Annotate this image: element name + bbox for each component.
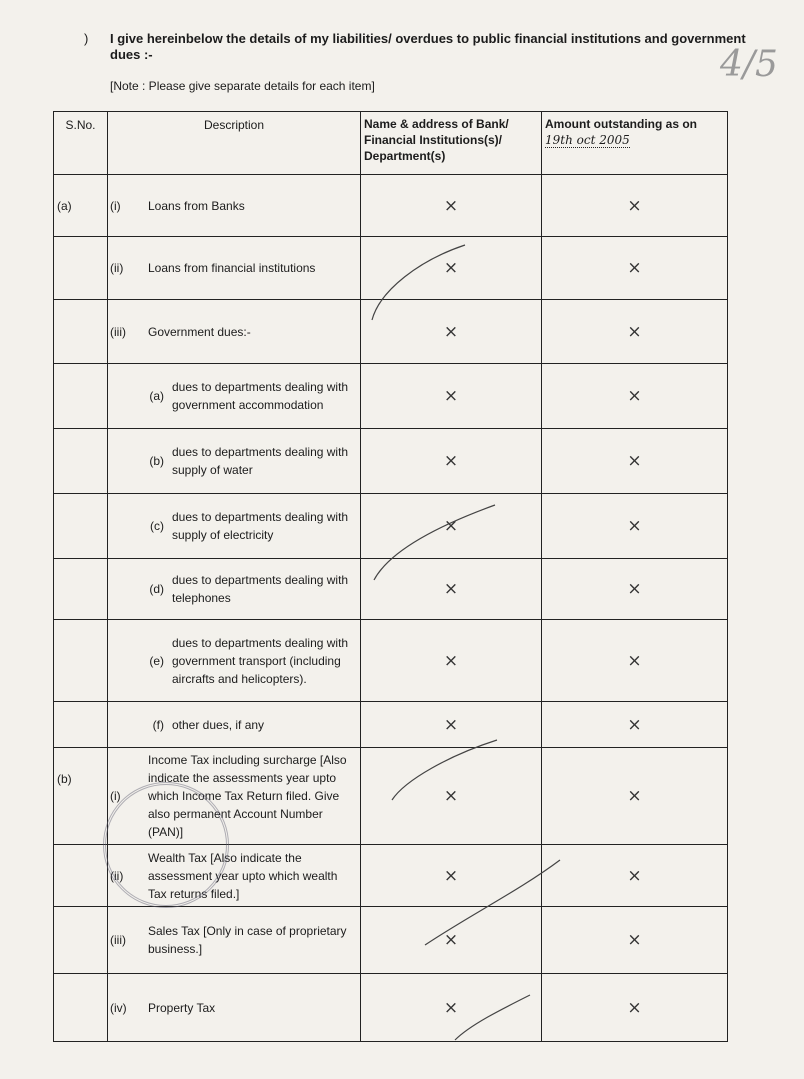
amount-cross-mark: × — [542, 748, 728, 845]
amount-cross-mark: × — [542, 494, 728, 559]
description-text: Income Tax including surcharge [Also indicate the assessments year upto which Income Tax Return filed. Give also permanent Account Number (PAN)] — [148, 753, 347, 839]
bank-cross-mark: × — [361, 364, 542, 429]
bank-cross-mark: × — [361, 974, 542, 1042]
description-text: other dues, if any — [172, 717, 265, 732]
description-text: Sales Tax [Only in case of proprietary business.] — [148, 924, 347, 956]
amount-cross-mark: × — [542, 559, 728, 620]
description-text: dues to departments dealing with supply of electricity — [172, 510, 349, 542]
description-text: dues to departments dealing with telephones — [172, 573, 349, 605]
sub-letter: (e) — [149, 653, 164, 668]
sub-letter: (c) — [150, 519, 164, 533]
sub-letter: (d) — [149, 582, 164, 596]
heading-text: I give hereinbelow the details of my liabilities/ overdues to public financial institutions and government dues :- — [110, 31, 746, 62]
header-bank: Name & address of Bank/ Financial Institutions(s)/ Department(s) — [361, 112, 542, 175]
note-text: [Note : Please give separate details for each item] — [110, 79, 375, 93]
handwritten-page-number: 4/5 — [720, 44, 778, 85]
bank-cross-mark: × — [361, 494, 542, 559]
bank-cross-mark: × — [361, 429, 542, 494]
row-sno: (a) — [54, 175, 108, 237]
description-text: dues to departments dealing with government accommodation — [172, 380, 349, 412]
amount-cross-mark: × — [542, 620, 728, 702]
description-text: dues to departments dealing with supply of water — [172, 445, 349, 477]
bank-cross-mark: × — [361, 300, 542, 364]
bank-cross-mark: × — [361, 620, 542, 702]
bank-cross-mark: × — [361, 559, 542, 620]
description-text: Wealth Tax [Also indicate the assessment year upto which wealth Tax returns filed.] — [148, 850, 338, 901]
bank-cross-mark: × — [361, 702, 542, 748]
amount-cross-mark: × — [542, 300, 728, 364]
description-text: dues to departments dealing with government transport (including aircrafts and helicopters). — [172, 635, 349, 686]
sub-letter: (a) — [149, 389, 164, 403]
header-amount-prefix: Amount outstanding as on — [545, 117, 697, 131]
roman-numeral: (iii) — [110, 324, 126, 339]
amount-cross-mark: × — [542, 907, 728, 974]
description-text: Property Tax — [148, 1000, 216, 1015]
amount-cross-mark: × — [542, 974, 728, 1042]
bank-cross-mark: × — [361, 845, 542, 907]
description-text: Government dues:- — [148, 324, 251, 339]
sub-letter: (f) — [152, 717, 164, 732]
amount-cross-mark: × — [542, 175, 728, 237]
roman-numeral: (i) — [110, 789, 121, 803]
amount-cross-mark: × — [542, 364, 728, 429]
roman-numeral: (iv) — [110, 1000, 127, 1015]
amount-cross-mark: × — [542, 702, 728, 748]
amount-cross-mark: × — [542, 845, 728, 907]
description-text: Loans from Banks — [148, 198, 245, 213]
roman-numeral: (i) — [110, 198, 121, 213]
roman-numeral: (iii) — [110, 933, 126, 947]
description-text: Loans from financial institutions — [148, 261, 316, 275]
header-sno: S.No. — [54, 112, 108, 175]
roman-numeral: (ii) — [110, 261, 124, 275]
amount-cross-mark: × — [542, 429, 728, 494]
bank-cross-mark: × — [361, 175, 542, 237]
roman-numeral: (ii) — [110, 868, 124, 883]
amount-cross-mark: × — [542, 237, 728, 300]
heading-bullet: ) — [84, 31, 89, 46]
bank-cross-mark: × — [361, 907, 542, 974]
sub-letter: (b) — [149, 454, 164, 468]
bank-cross-mark: × — [361, 748, 542, 845]
header-description: Description — [108, 112, 361, 175]
row-sno: (b) — [54, 748, 108, 845]
bank-cross-mark: × — [361, 237, 542, 300]
header-amount-date: 19th oct 2005 — [545, 133, 630, 147]
